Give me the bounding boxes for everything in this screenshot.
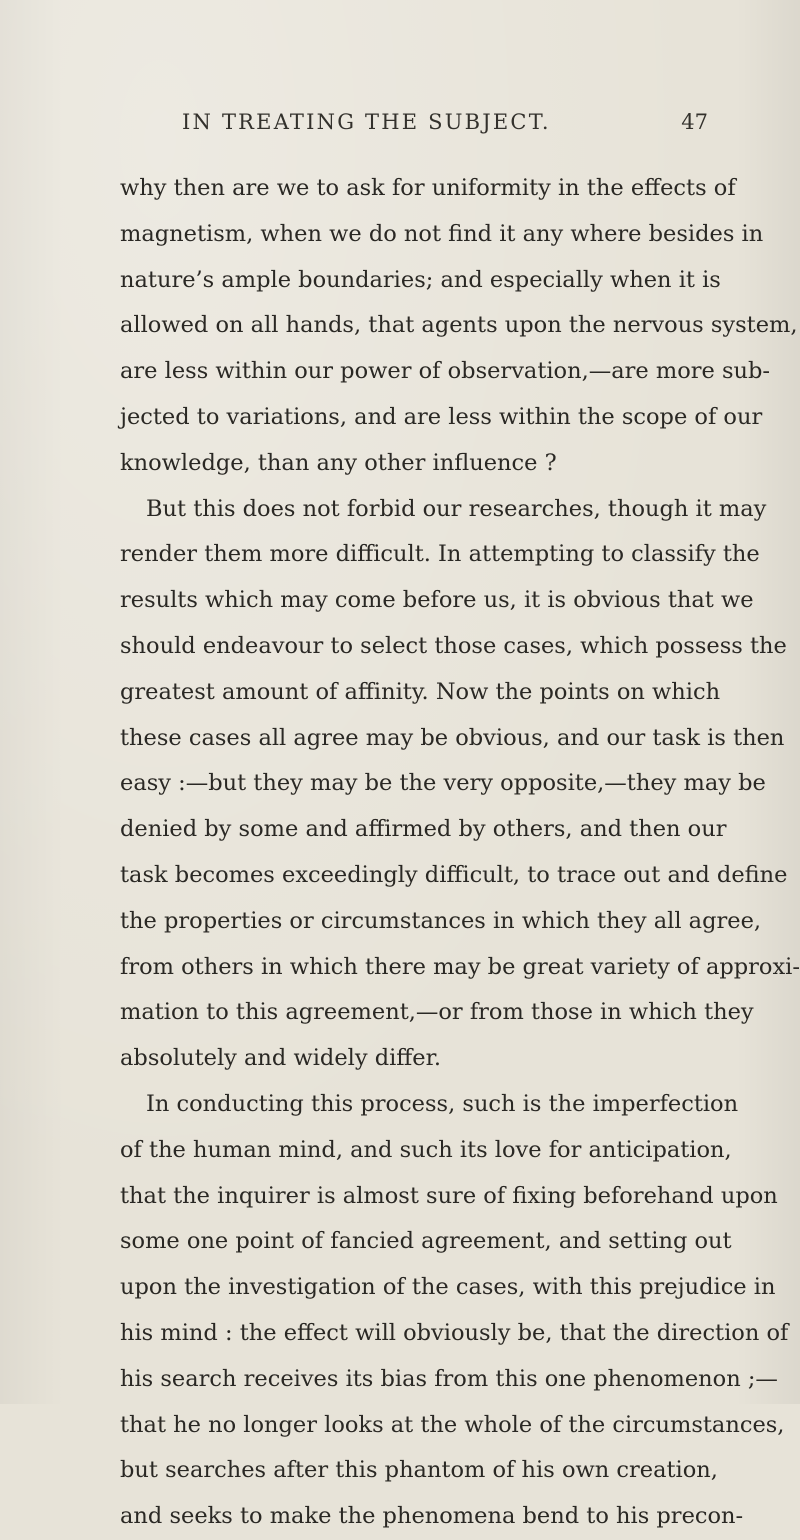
text-line: greatest amount of affinity. Now the points on which — [120, 678, 721, 705]
text-line: that the inquirer is almost sure of fixing beforehand upon — [120, 1182, 778, 1209]
text-line: render them more difficult. In attempting to classify the — [120, 541, 760, 568]
text-line: his search receives its bias from this one phenomenon ;— — [120, 1365, 778, 1392]
text-line: some one point of fancied agreement, and setting out — [120, 1228, 732, 1255]
text-line: the properties or circumstances in which they all agree, — [120, 907, 762, 934]
text-line: easy :—but they may be the very opposite,—they may be — [120, 770, 766, 797]
text-line: these cases all agree may be obvious, and our task is then — [120, 724, 785, 751]
text-line: mation to this agreement,—or from those in which they — [120, 999, 754, 1026]
text-line: jected to variations, and are less within the scope of our — [120, 403, 763, 430]
text-line: should endeavour to select those cases, which possess the — [120, 632, 787, 659]
text-line: But this does not forbid our researches, though it may — [146, 495, 767, 522]
text-line: allowed on all hands, that agents upon the nervous system, — [120, 312, 798, 339]
text-line: upon the investigation of the cases, with this prejudice in — [120, 1274, 776, 1301]
text-line: knowledge, than any other influence ? — [120, 449, 557, 476]
text-line: magnetism, when we do not find it any where besides in — [120, 220, 764, 247]
text-line: are less within our power of observation,—are more sub- — [120, 358, 771, 385]
text-line: In conducting this process, such is the imperfection — [146, 1090, 739, 1117]
text-line: nature’s ample boundaries; and especially when it is — [120, 266, 721, 293]
running-head — [182, 110, 708, 140]
text-line: of the human mind, and such its love for anticipation, — [120, 1136, 732, 1163]
text-line: from others in which there may be great variety of approxi- — [120, 953, 800, 980]
text-line: denied by some and affirmed by others, and then our — [120, 816, 727, 843]
text-line: his mind : the effect will obviously be, that the direction of — [120, 1319, 789, 1346]
text-line: absolutely and widely differ. — [120, 1045, 442, 1072]
text-line: that he no longer looks at the whole of the circumstances, — [120, 1411, 785, 1438]
text-line: results which may come before us, it is obvious that we — [120, 587, 754, 614]
body-text — [120, 166, 800, 1540]
page-number: 47 — [681, 110, 708, 134]
running-title: IN TREATING THE SUBJECT. — [182, 110, 551, 134]
text-line: task becomes exceedingly difficult, to trace out and define — [120, 861, 788, 888]
text-line: but searches after this phantom of his own creation, — [120, 1457, 718, 1484]
text-line: why then are we to ask for uniformity in the effects of — [120, 175, 736, 201]
text-line: and seeks to make the phenomena bend to his precon- — [120, 1503, 744, 1530]
